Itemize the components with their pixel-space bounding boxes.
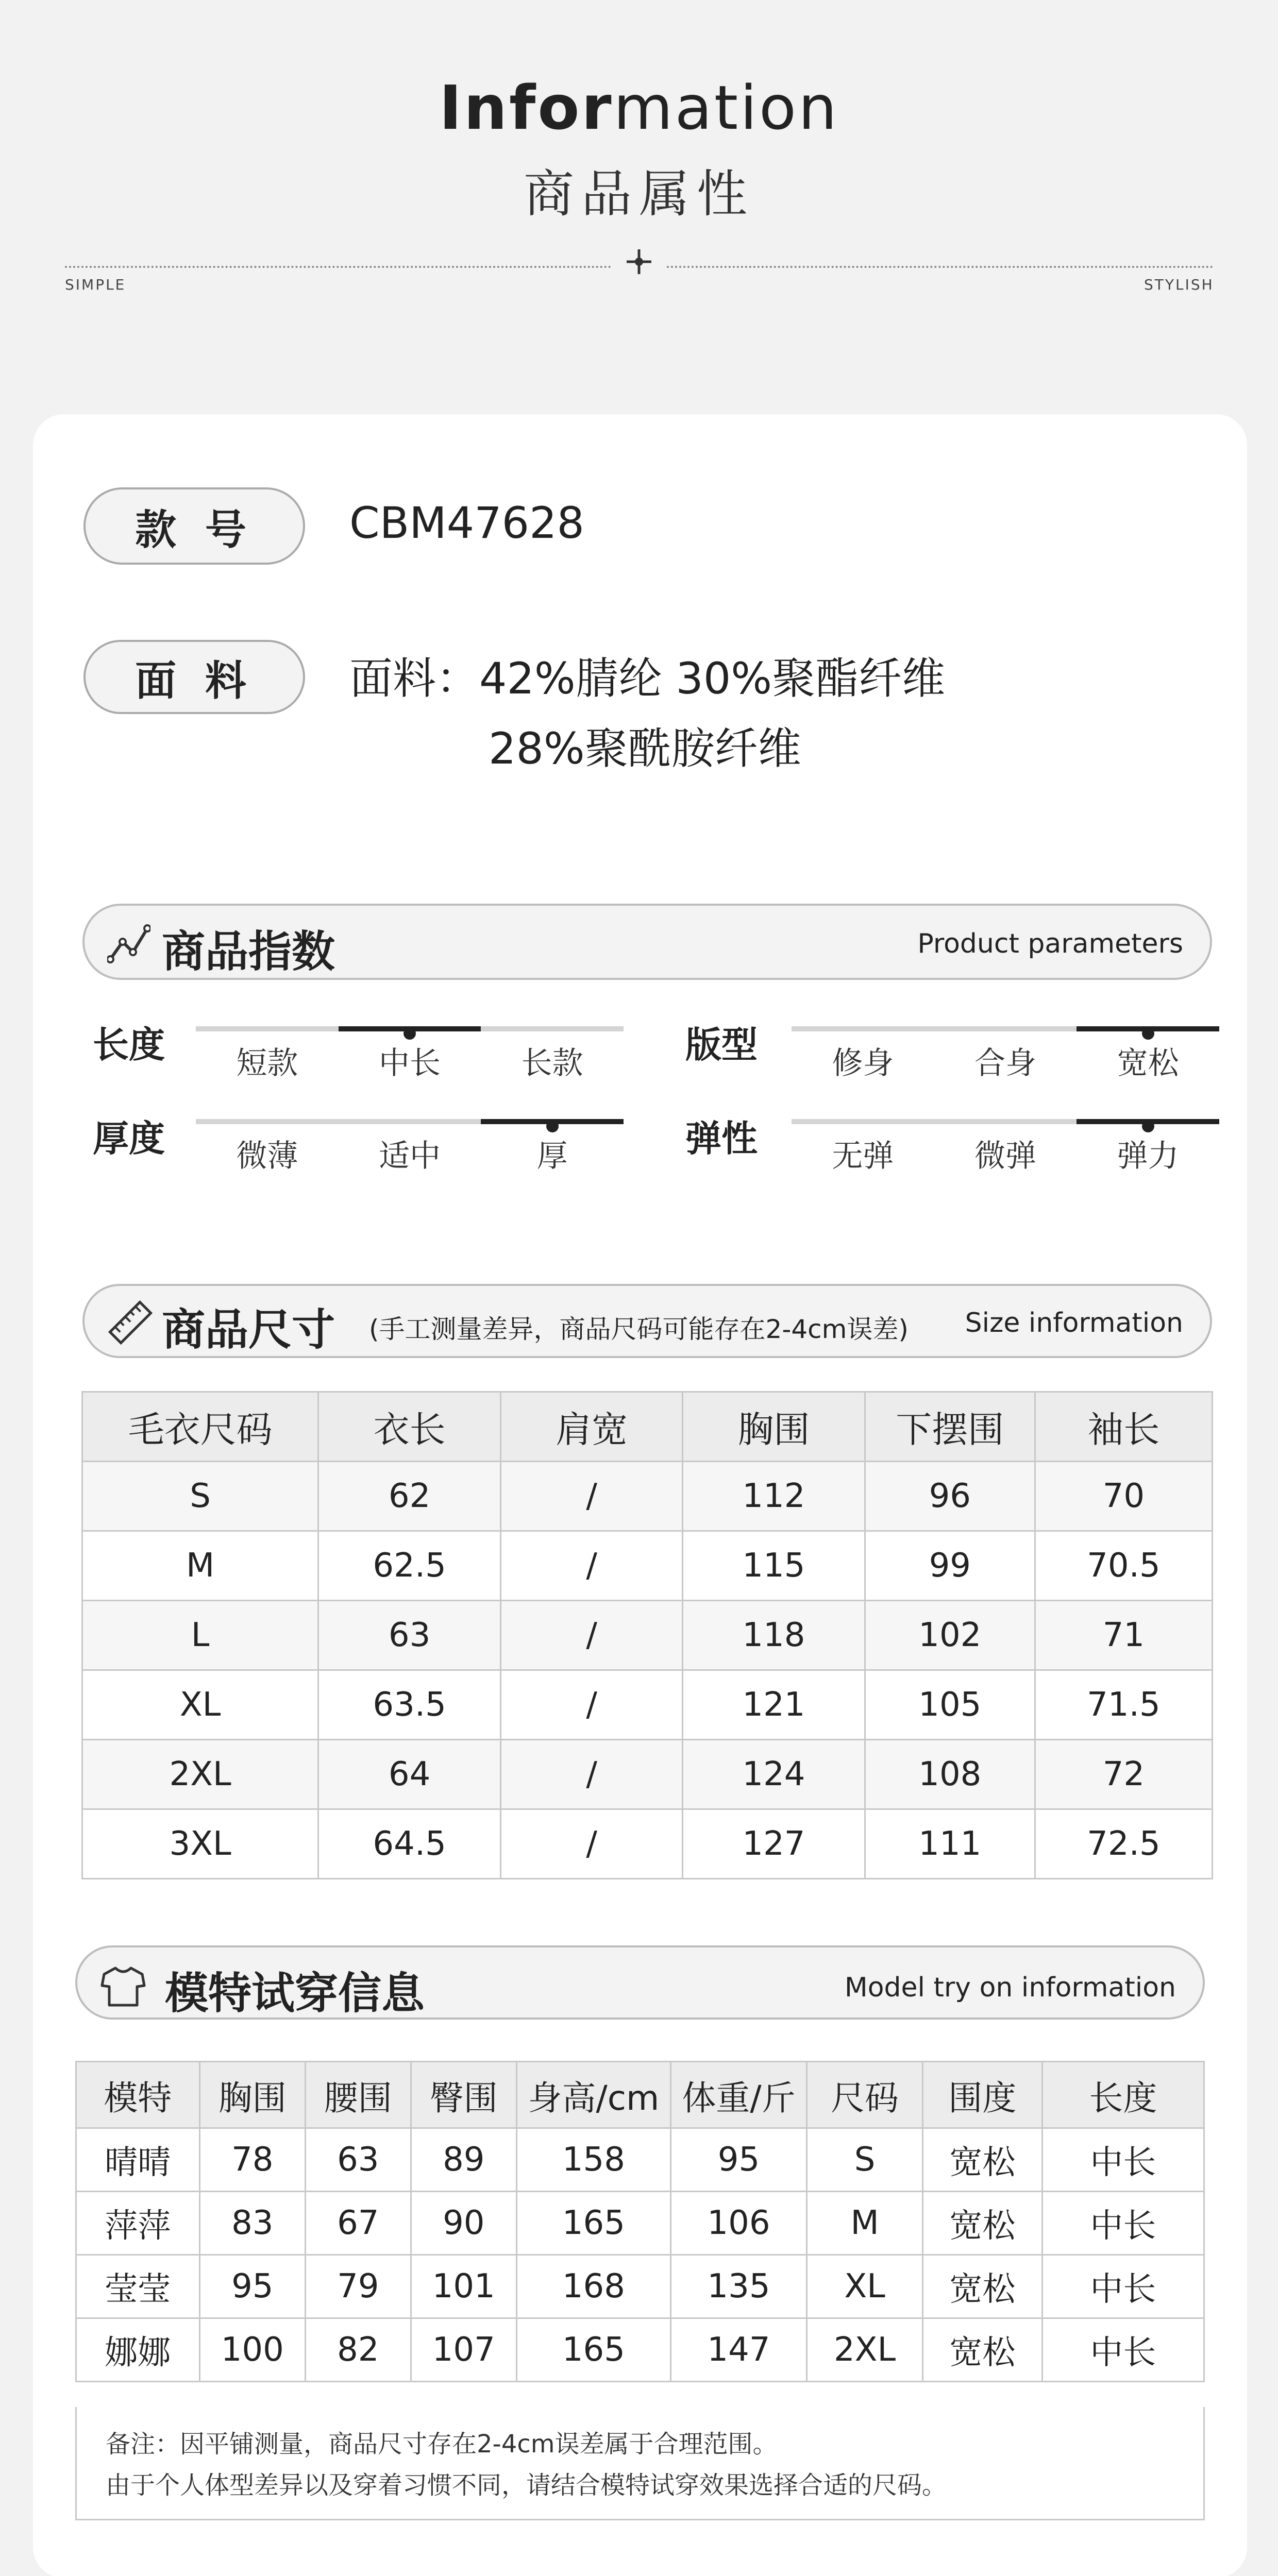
model-table <box>75 2061 1205 2382</box>
param-label: 弹性 <box>685 1117 758 1160</box>
size-header-cell: 下摆围 <box>865 1392 1035 1462</box>
size-cell: 71.5 <box>1035 1670 1212 1740</box>
model-cell: 79 <box>305 2255 411 2318</box>
model-cell: 135 <box>670 2255 806 2318</box>
model-header-cell: 围度 <box>923 2062 1042 2128</box>
size-cell: 112 <box>683 1462 865 1531</box>
table-row <box>82 1601 1213 1670</box>
size-cell: / <box>501 1462 683 1531</box>
size-cell: 3XL <box>82 1809 318 1879</box>
model-header-cell: 模特 <box>76 2062 200 2128</box>
size-header-cell: 胸围 <box>683 1392 865 1462</box>
model-cell: 165 <box>516 2192 670 2255</box>
param-option: 微薄 <box>236 1138 298 1174</box>
size-cell: 70.5 <box>1035 1531 1212 1601</box>
table-row <box>76 2192 1204 2255</box>
size-cell: 62 <box>318 1462 501 1531</box>
model-cell: 莹莹 <box>76 2255 200 2318</box>
model-header-cell: 身高/cm <box>516 2062 670 2128</box>
size-header-cell: 袖长 <box>1035 1392 1212 1462</box>
remark-box <box>75 2407 1205 2520</box>
size-cell: / <box>501 1601 683 1670</box>
param-option: 无弹 <box>832 1138 894 1174</box>
shirt-icon <box>100 1965 146 2008</box>
model-table-header <box>76 2062 1204 2128</box>
model-cell: 娜娜 <box>76 2318 200 2382</box>
size-cell: 124 <box>683 1740 865 1809</box>
model-cell: 78 <box>199 2128 305 2192</box>
size-cell: 71 <box>1035 1601 1212 1670</box>
model-cell: 101 <box>411 2255 516 2318</box>
model-info-header <box>75 1945 1205 2020</box>
size-cell: / <box>501 1740 683 1809</box>
model-cell: 中长 <box>1042 2192 1204 2255</box>
model-cell: 106 <box>670 2192 806 2255</box>
size-cell: XL <box>82 1670 318 1740</box>
table-row <box>76 2128 1204 2192</box>
size-cell: 64 <box>318 1740 501 1809</box>
param-label: 厚度 <box>93 1117 165 1160</box>
param-option: 合身 <box>974 1045 1036 1081</box>
size-table-header <box>82 1392 1213 1462</box>
divider-left <box>65 266 611 268</box>
fabric-line2: 28%聚酰胺纤维 <box>489 723 801 774</box>
model-cell: 168 <box>516 2255 670 2318</box>
product-index-header <box>82 904 1212 980</box>
size-cell: L <box>82 1601 318 1670</box>
divider-right <box>667 266 1213 268</box>
param-label: 版型 <box>685 1024 758 1066</box>
model-cell: 95 <box>199 2255 305 2318</box>
model-header-cell: 体重/斤 <box>670 2062 806 2128</box>
model-cell: M <box>807 2192 923 2255</box>
size-header-cell: 肩宽 <box>501 1392 683 1462</box>
model-header-cell: 尺码 <box>807 2062 923 2128</box>
param-option: 短款 <box>236 1045 298 1081</box>
size-cell: 105 <box>865 1670 1035 1740</box>
table-row <box>82 1809 1213 1879</box>
product-index-title: 商品指数 <box>162 926 335 977</box>
size-cell: 64.5 <box>318 1809 501 1879</box>
model-header-cell: 腰围 <box>305 2062 411 2128</box>
model-cell: 107 <box>411 2318 516 2382</box>
size-cell: 62.5 <box>318 1531 501 1601</box>
model-cell: 宽松 <box>923 2128 1042 2192</box>
table-row <box>76 2318 1204 2382</box>
remark-line2: 由于个人体型差异以及穿着习惯不同，请结合模特试穿效果选择合适的尺码。 <box>106 2471 947 2500</box>
param-option: 微弹 <box>974 1138 1036 1174</box>
size-cell: S <box>82 1462 318 1531</box>
simple-label: SIMPLE <box>65 276 126 293</box>
size-cell: 102 <box>865 1601 1035 1670</box>
size-info-title: 商品尺寸 <box>162 1304 335 1355</box>
size-cell: 115 <box>683 1531 865 1601</box>
table-row <box>82 1740 1213 1809</box>
style-no-value: CBM47628 <box>349 498 584 548</box>
size-cell: 72.5 <box>1035 1809 1212 1879</box>
fabric-label: 面 料 <box>83 640 305 714</box>
size-info-header <box>82 1284 1212 1358</box>
size-header-cell: 毛衣尺码 <box>82 1392 318 1462</box>
size-cell: / <box>501 1531 683 1601</box>
table-row <box>76 2255 1204 2318</box>
size-cell: / <box>501 1809 683 1879</box>
model-header-cell: 胸围 <box>199 2062 305 2128</box>
size-table <box>81 1391 1213 1879</box>
model-cell: 158 <box>516 2128 670 2192</box>
size-cell: 111 <box>865 1809 1035 1879</box>
model-cell: 宽松 <box>923 2255 1042 2318</box>
model-cell: 147 <box>670 2318 806 2382</box>
trend-line-icon <box>107 923 150 964</box>
model-cell: 90 <box>411 2192 516 2255</box>
table-row <box>82 1531 1213 1601</box>
param-option: 适中 <box>378 1138 441 1174</box>
size-cell: 63.5 <box>318 1670 501 1740</box>
size-cell: 99 <box>865 1531 1035 1601</box>
model-cell: 宽松 <box>923 2192 1042 2255</box>
size-cell: 70 <box>1035 1462 1212 1531</box>
model-cell: 95 <box>670 2128 806 2192</box>
param-option: 宽松 <box>1117 1045 1179 1081</box>
param-option: 厚 <box>536 1138 568 1174</box>
param-option: 长款 <box>521 1045 583 1081</box>
page-title: Information <box>439 72 839 143</box>
param-option: 修身 <box>832 1045 894 1081</box>
cross-ornament-icon <box>625 247 653 276</box>
param-knob <box>1142 1027 1154 1040</box>
model-cell: 中长 <box>1042 2128 1204 2192</box>
model-cell: 83 <box>199 2192 305 2255</box>
param-option: 弹力 <box>1117 1138 1179 1174</box>
model-cell: 67 <box>305 2192 411 2255</box>
size-cell: 108 <box>865 1740 1035 1809</box>
model-header-cell: 长度 <box>1042 2062 1204 2128</box>
param-knob <box>1142 1120 1154 1132</box>
size-info-en: Size information <box>965 1308 1183 1338</box>
model-cell: XL <box>807 2255 923 2318</box>
remark-line1: 备注：因平铺测量，商品尺寸存在2-4cm误差属于合理范围。 <box>106 2430 778 2459</box>
param-knob <box>403 1027 416 1040</box>
size-cell: 96 <box>865 1462 1035 1531</box>
model-cell: 89 <box>411 2128 516 2192</box>
size-cell: 72 <box>1035 1740 1212 1809</box>
size-cell: 63 <box>318 1601 501 1670</box>
param-option: 中长 <box>378 1045 441 1081</box>
model-cell: 82 <box>305 2318 411 2382</box>
ruler-icon <box>107 1299 154 1346</box>
product-index-en: Product parameters <box>917 928 1183 959</box>
model-header-cell: 臀围 <box>411 2062 516 2128</box>
fabric-line1: 面料：42%腈纶 30%聚酯纤维 <box>349 653 946 704</box>
model-cell: 中长 <box>1042 2255 1204 2318</box>
model-cell: 晴晴 <box>76 2128 200 2192</box>
model-cell: S <box>807 2128 923 2192</box>
style-no-label: 款 号 <box>83 487 305 565</box>
size-cell: / <box>501 1670 683 1740</box>
model-info-title: 模特试穿信息 <box>165 1968 425 2019</box>
size-cell: 2XL <box>82 1740 318 1809</box>
model-cell: 宽松 <box>923 2318 1042 2382</box>
model-cell: 165 <box>516 2318 670 2382</box>
model-cell: 100 <box>199 2318 305 2382</box>
size-header-cell: 衣长 <box>318 1392 501 1462</box>
model-cell: 萍萍 <box>76 2192 200 2255</box>
size-cell: 127 <box>683 1809 865 1879</box>
model-cell: 63 <box>305 2128 411 2192</box>
size-cell: 121 <box>683 1670 865 1740</box>
stylish-label: STYLISH <box>1144 276 1214 293</box>
model-cell: 中长 <box>1042 2318 1204 2382</box>
param-knob <box>546 1120 559 1132</box>
model-cell: 2XL <box>807 2318 923 2382</box>
table-row <box>82 1670 1213 1740</box>
size-cell: 118 <box>683 1601 865 1670</box>
size-info-note: (手工测量差异，商品尺码可能存在2-4cm误差) <box>369 1314 909 1344</box>
page-subtitle: 商品属性 <box>523 165 754 224</box>
table-row <box>82 1462 1213 1531</box>
model-info-en: Model try on information <box>844 1972 1176 2003</box>
param-label: 长度 <box>93 1024 165 1066</box>
size-cell: M <box>82 1531 318 1601</box>
